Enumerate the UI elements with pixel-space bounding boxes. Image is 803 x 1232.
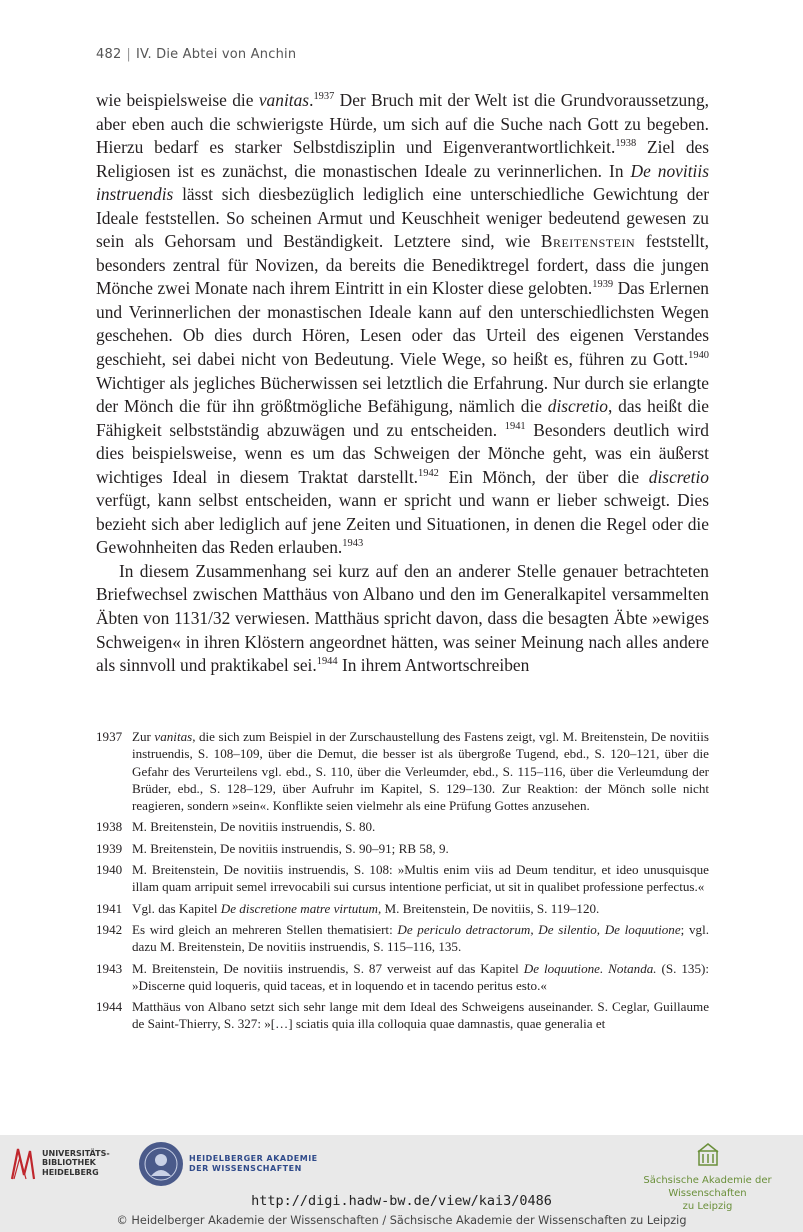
footnote-text: M. Breitenstein, De novitiis instruendis, S. 80. — [132, 819, 376, 835]
footnote-number: 1943 — [96, 960, 123, 976]
italic-term: De novitiis instruendis — [96, 160, 709, 205]
footnote-text: M. Breitenstein, De novitiis instruendis, S. 90–91; RB 58, 9. — [132, 840, 449, 856]
text-run: , die sich zum Beispiel in der Zurschaustellung des Fastens zeigt, vgl. M. Breitenstein, De novitiis instruendis, S. 108–109, über die Demut, die besser ist als übergroße Tugend, ebd., S. 120–121, über die Gefahr des Verurteilens vgl. ebd., S. 110, über die Verleumder, ebd., S. 115–116, über die Verleumdung der Brüder, ebd., S. 128–129, über Aufruhr im Kapitel, S. 129–130. Zur Reaktion: der Mönch solle nicht reagieren, sondern »sein«. Konflikte seien vielmehr als eine Prüfung Gottes anzusehen. — [132, 729, 709, 814]
main-text — [96, 89, 709, 678]
text-run: lässt sich diesbezüglich lediglich eine unterschiedliche Gewichtung der Ideale feststellen. So scheinen Armut und Keuschheit weniger bedeutend gewesen zu sein als Gehorsam und Beständigkeit. Letztere sind, wie — [96, 184, 709, 252]
footnote-number: 1939 — [96, 840, 123, 856]
footnote-ref-1941[interactable]: 1941 — [504, 420, 526, 432]
text-run: Wichtiger als jegliches Bücherwissen sei letztlich die Erfahrung. Nur durch sie erlangte der Mönch die für ihn größtmögliche Befähigung, nämlich die — [96, 372, 709, 417]
footnote-1937 — [96, 728, 709, 814]
italic-term: De loquutione. Notanda. — [523, 960, 657, 976]
text-run: Der Bruch mit der Welt ist die Grundvoraussetzung, aber eben auch die schwierigste Hürde, um sich auf die Suche nach Gott zu begeben. Hierzu bedarf es starker Selbstdisziplin und Eigenverantwortlichkeit. — [96, 90, 709, 158]
text-run: (S. 135): »Discerne quid loqueris, quid taceas, et in loquendo et in tacendo peritus esto.« — [132, 960, 709, 993]
hawk-seal-icon — [139, 1142, 183, 1186]
text-run: Vgl. das Kapitel — [132, 900, 221, 916]
footnote-1941 — [96, 900, 709, 917]
text-run: Zur — [132, 729, 155, 744]
footnote-number: 1938 — [96, 819, 123, 835]
header-separator: | — [126, 47, 132, 62]
footnote-number: 1942 — [96, 921, 123, 937]
hawk-line-1: HEIDELBERGER AKADEMIE — [189, 1154, 318, 1163]
italic-term: De periculo detractorum, De silentio, De loquutione — [397, 921, 681, 937]
italic-term: discretio — [547, 396, 608, 417]
text-run: verfügt, kann selbst entscheiden, wann er spricht und wann er lieber schweigt. Dies bezieht sich aber lediglich auf jene Zeiten und Situationen, in denen die Regel oder die Gewohnheiten das Reden erlauben. — [96, 490, 709, 558]
text-run: In diesem Zusammenhang sei kurz auf den an anderer Stelle genauer betrachteten Briefwechsel zwischen Matthäus von Albano und den im Generalkapitel versammelten Äbten von 1131/32 verwiesen. Matthäus spricht davon, dass die besagten Äbte »ewiges Schweigen« in ihren Klöstern angeordnet hätten, was seiner Meinung nach alles andere als sinnvoll und praktikabel sei. — [96, 560, 709, 676]
footnote-text — [132, 921, 709, 956]
footnote-ref-1943[interactable]: 1943 — [342, 538, 364, 550]
text-run: Besonders deutlich wird dies beispielsweise, wenn es um das Schweigen der Mönche geht, was ein äußerst wichtiges Ideal in diesem Traktat darstellt. — [96, 419, 709, 487]
chapter-title: IV. Die Abtei von Anchin — [136, 47, 297, 62]
text-run: M. Breitenstein, De novitiis instruendis, S. 87 verweist auf das Kapitel — [132, 960, 524, 976]
footnote-ref-1938[interactable]: 1938 — [615, 138, 637, 150]
footnote-1943 — [96, 960, 709, 995]
footnote-text: Matthäus von Albano setzt sich sehr lange mit dem Ideal des Schweigens auseinander. S. Ceglar, Guillaume de Saint-Thierry, S. 327: »[…] sciatis quia illa colloquia quae damnastis, quae generalia et — [132, 999, 709, 1032]
permalink-url[interactable]: http://digi.hadw-bw.de/view/kai3/0486 — [251, 1193, 552, 1209]
text-run: Das Erlernen und Verinnerlichen der monastischen Ideale kann auf den unterschiedlichsten Wegen geschehen. Ob dies durch Hören, Lesen oder das Urteil des eigenen Verstandes geschieht, sei dabei nicht von Bedeutung. Viele Wege, so heißt es, führen zu Gott. — [96, 278, 709, 370]
footnote-number: 1940 — [96, 862, 123, 878]
footnote-1938 — [96, 818, 709, 835]
ub-logo-text — [42, 1149, 110, 1178]
footnote-1939 — [96, 840, 709, 857]
footnote-number: 1941 — [96, 900, 123, 916]
footnote-text: M. Breitenstein, De novitiis instruendis, S. 108: »Multis enim viis ad Deum tenditur, et ideo unusquisque illam quam arripuit semel irrevocabili sui cursus intentione perficiat, ut sit in qualibet professione perfectus.« — [132, 862, 709, 895]
hawk-seal-graphic — [143, 1146, 179, 1182]
italic-term: De discretione matre virtutum — [220, 900, 378, 916]
footnote-number: 1944 — [96, 999, 123, 1015]
footnote-ref-1940[interactable]: 1940 — [688, 350, 709, 362]
footnote-text — [132, 960, 709, 995]
running-head — [96, 47, 296, 62]
footnote-ref-1944[interactable]: 1944 — [316, 656, 338, 668]
text-run: Es wird gleich an mehreren Stellen thematisiert: — [132, 921, 398, 937]
saxon-line-1: Sächsische Akademie der Wissenschaften — [643, 1175, 772, 1199]
ub-heidelberg-logo[interactable] — [10, 1145, 110, 1181]
footnote-ref-1939[interactable]: 1939 — [592, 279, 614, 291]
footnotes — [96, 728, 709, 1037]
text-run: , M. Breitenstein, De novitiis, S. 119–120. — [377, 900, 600, 916]
text-run: wie beispielsweise die — [96, 90, 259, 110]
footnote-1942 — [96, 921, 709, 956]
ub-line-3: HEIDELBERG — [42, 1167, 99, 1177]
text-run: Ziel des Religiosen ist es zunächst, die monastischen Ideale zu verinnerlichen. In — [96, 137, 709, 181]
text-run: . — [309, 90, 314, 110]
text-run: In ihrem Antwortschreiben — [337, 655, 530, 676]
text-run: , das heißt die Fähigkeit selbstständig abzuwägen und zu entscheiden. — [96, 396, 709, 440]
author-name-smallcaps: Breitenstein — [540, 231, 636, 252]
italic-term: discretio — [648, 466, 709, 487]
italic-term: vanitas — [154, 729, 193, 744]
footnote-ref-1942[interactable]: 1942 — [418, 467, 439, 479]
text-run: feststellt, besonders zentral für Novizen, da bereits die Benediktregel fordert, dass die jungen Mönche zwei Monate nach ihrem Eintritt in ein Kloster diese gelobten. — [96, 231, 709, 299]
footnote-text — [132, 728, 709, 814]
hawk-line-2: DER WISSENSCHAFTEN — [189, 1164, 302, 1173]
text-run: ; vgl. dazu M. Breitenstein, De novitiis instruendis, S. 115–116, 135. — [132, 921, 709, 955]
hawk-logo-text — [189, 1154, 318, 1174]
footnote-1944 — [96, 998, 709, 1033]
copyright-notice: © Heidelberger Akademie der Wissenschaften / Sächsische Akademie der Wissenschaften zu Leipzig — [116, 1214, 687, 1227]
paragraph-1 — [96, 89, 709, 560]
saxon-academy-logo-icon — [697, 1143, 719, 1167]
italic-term: vanitas — [258, 90, 310, 110]
ub-line-2: BIBLIOTHEK — [42, 1158, 96, 1168]
footnote-1940 — [96, 861, 709, 896]
ub-line-1: UNIVERSITÄTS- — [42, 1148, 110, 1158]
viewer-footer — [0, 1135, 803, 1232]
footnote-number: 1937 — [96, 729, 123, 744]
footnote-ref-1937[interactable]: 1937 — [313, 91, 335, 103]
footnote-text — [132, 900, 709, 917]
saxon-line-2: zu Leipzig — [682, 1201, 733, 1212]
page-number: 482 — [96, 47, 122, 62]
paragraph-2 — [96, 560, 709, 678]
hawk-logo[interactable] — [139, 1142, 318, 1186]
text-run: Ein Mönch, der über die — [438, 466, 649, 487]
ub-heidelberg-logo-icon — [10, 1145, 36, 1181]
